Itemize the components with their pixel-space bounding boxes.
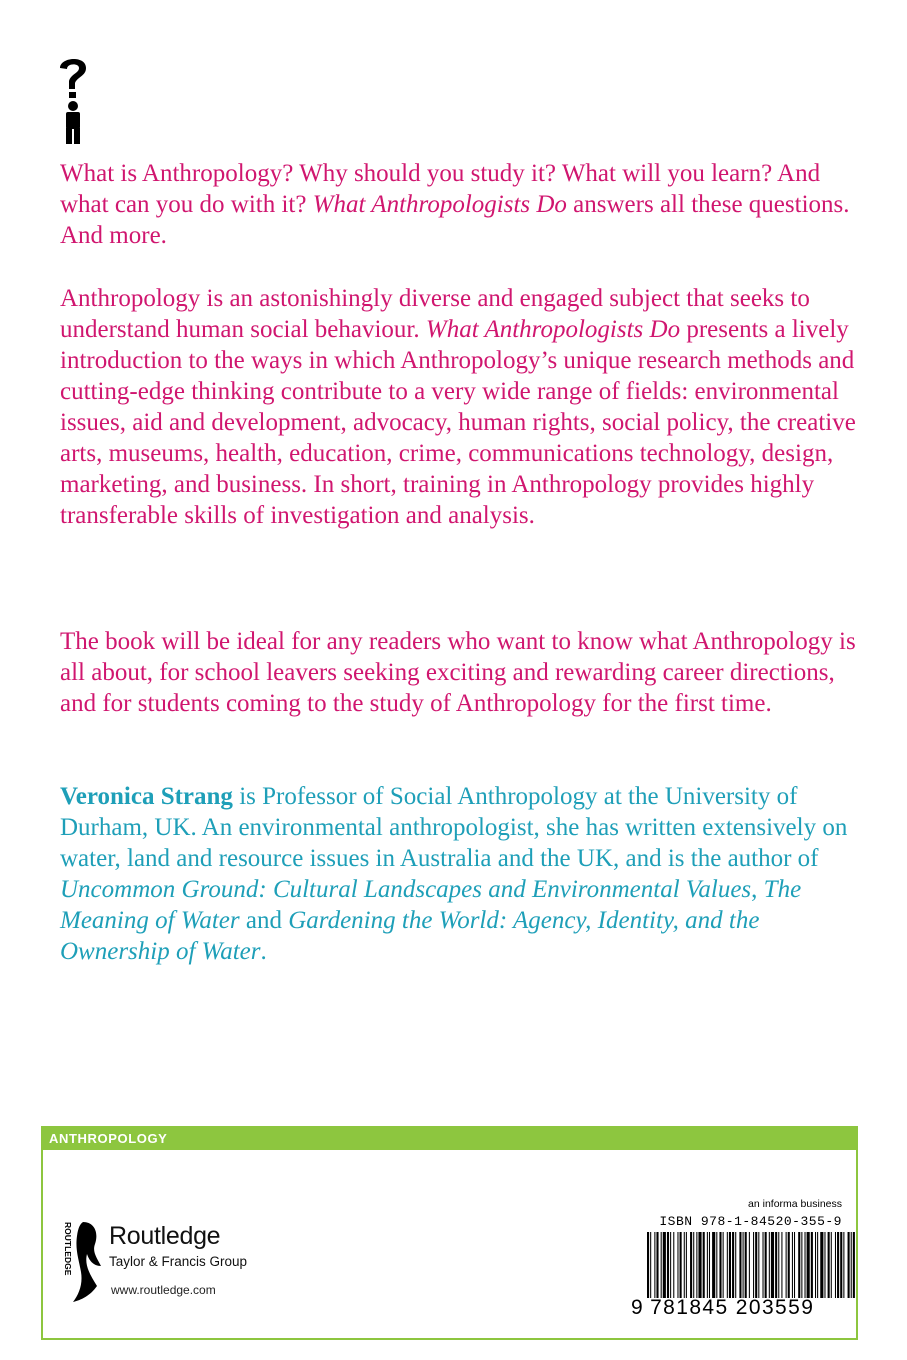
barcode-bar (828, 1232, 830, 1298)
barcode (647, 1232, 855, 1298)
barcode-bar (647, 1232, 649, 1298)
barcode-bar (686, 1232, 687, 1298)
blurb-text: What is Anthropology? Why should you study it? What will you learn? And what can you do with it? (60, 160, 821, 218)
informa-tagline: an informa business (748, 1198, 842, 1210)
author-bio: Veronica Strang is Professor of Social Anthropology at the University of Durham, UK. An environmental anthropologist, she has written extensively on water, land and resource issues in Australia and the UK, and is the author of Uncommon Ground: Cultural Landscapes and Environmental Values, The Meaning of Water and Gardening the World: Agency, Identity, and the Ownership of Water. (60, 783, 848, 965)
category-label: ANTHROPOLOGY (43, 1128, 856, 1150)
barcode-bar (739, 1232, 741, 1298)
barcode-bar (792, 1232, 793, 1298)
barcode-bar (670, 1232, 671, 1298)
barcode-bar (798, 1232, 800, 1298)
routledge-logo-icon (55, 1216, 105, 1308)
barcode-bar (654, 1232, 655, 1298)
barcode-bar (824, 1232, 825, 1298)
barcode-digits: 9 781845 203559 (631, 1296, 815, 1319)
barcode-bar (709, 1232, 710, 1298)
barcode-bar (650, 1232, 651, 1298)
barcode-bar (743, 1232, 744, 1298)
book-title: What Anthropologists Do (425, 316, 681, 343)
barcode-bar (680, 1232, 682, 1298)
blurb-paragraph-1 (60, 158, 860, 251)
barcode-bar (758, 1232, 759, 1298)
barcode-bar (835, 1232, 836, 1298)
author-bio-text: is Professor of Social Anthropology at the University of Durham, UK. An environmental anthropologist, she has written extensively on water, land and resource issues in Australia and the UK, and is the author of (60, 783, 848, 872)
blurb-text: presents a lively introduction to the ways in which Anthropology’s unique research methods and cutting-edge thinking contribute to a very wide range of fields: environmental issues, aid and development, advocacy, human rights, social policy, the creative arts, museums, health, education, crime, communications technology, design, marketing, and business. In short, training in Anthropology provides highly transferable skills of investigation and analysis. (60, 316, 856, 529)
barcode-bar (749, 1232, 750, 1298)
routledge-logo-text: ROUTLEDGE (63, 1222, 73, 1276)
barcode-bar (663, 1232, 666, 1298)
publisher-panel (41, 1126, 858, 1340)
publisher-url[interactable]: www.routledge.com (111, 1283, 216, 1297)
barcode-bar (712, 1232, 715, 1298)
barcode-bar (853, 1232, 855, 1298)
barcode-bar (843, 1232, 844, 1298)
question-person-icon (56, 54, 90, 144)
blurb-paragraph-3 (60, 626, 860, 719)
barcode-bar (667, 1232, 669, 1298)
barcode-bar (851, 1232, 852, 1298)
barcode-bar (707, 1232, 708, 1298)
barcode-bar (656, 1232, 658, 1298)
barcode-bar (696, 1232, 697, 1298)
barcode-bar (778, 1232, 779, 1298)
barcode-bar (732, 1232, 734, 1298)
barcode-bar (723, 1232, 724, 1298)
blurb-paragraph-2 (60, 283, 860, 531)
barcode-bar (811, 1232, 813, 1298)
barcode-bar (698, 1232, 701, 1298)
blurb-text: Anthropology is an astonishingly diverse and engaged subject that seeks to understand human social behaviour. (60, 285, 810, 343)
barcode-bar (684, 1232, 685, 1298)
barcode-bar (661, 1232, 662, 1298)
publisher-name: Routledge (109, 1222, 221, 1250)
barcode-bar (837, 1232, 839, 1298)
barcode-bar (673, 1232, 674, 1298)
barcode-bar (817, 1232, 818, 1298)
author-name: Veronica Strang (60, 783, 233, 810)
barcode-bar (771, 1232, 774, 1298)
barcode-bar (765, 1232, 767, 1298)
barcode-bar (769, 1232, 770, 1298)
barcode-bar (781, 1232, 782, 1298)
barcode-bar (753, 1232, 754, 1298)
barcode-bar (677, 1232, 678, 1298)
blurb-text: answers all these questions. And more. (60, 191, 850, 249)
barcode-bar (729, 1232, 731, 1298)
barcode-bar (690, 1232, 692, 1298)
barcode-bar (693, 1232, 694, 1298)
barcode-bar (794, 1232, 795, 1298)
barcode-bar (735, 1232, 736, 1298)
barcode-bar (703, 1232, 705, 1298)
barcode-bar (755, 1232, 757, 1298)
barcode-bar (840, 1232, 842, 1298)
barcode-bar (745, 1232, 747, 1298)
barcode-bar (805, 1232, 806, 1298)
barcode-bar (719, 1232, 721, 1298)
barcode-bar (775, 1232, 777, 1298)
book-title: What Anthropologists Do (312, 191, 567, 218)
author-book-title: The Meaning of Water (60, 876, 802, 934)
isbn-label: ISBN 978-1-84520-355-9 (659, 1214, 842, 1229)
barcode-bar (820, 1232, 823, 1298)
author-book-title: Uncommon Ground: Cultural Landscapes and Environmental Values (60, 876, 752, 903)
barcode-bar (848, 1232, 850, 1298)
barcode-bar (807, 1232, 810, 1298)
barcode-bar (727, 1232, 728, 1298)
barcode-bar (815, 1232, 816, 1298)
barcode-bar (786, 1232, 787, 1298)
barcode-bar (788, 1232, 790, 1298)
barcode-bar (716, 1232, 717, 1298)
barcode-bar (831, 1232, 832, 1298)
barcode-bar (801, 1232, 802, 1298)
blurb-text: The book will be ideal for any readers who want to know what Anthropology is all about, for school leavers seeking exciting and rewarding career directions, and for students coming to the study of Anthropology for the first time. (60, 628, 856, 717)
author-book-title: Gardening the World: Agency, Identity, and the Ownership of Water (60, 907, 760, 965)
barcode-bar (763, 1232, 764, 1298)
publisher-group: Taylor & Francis Group (109, 1254, 248, 1269)
